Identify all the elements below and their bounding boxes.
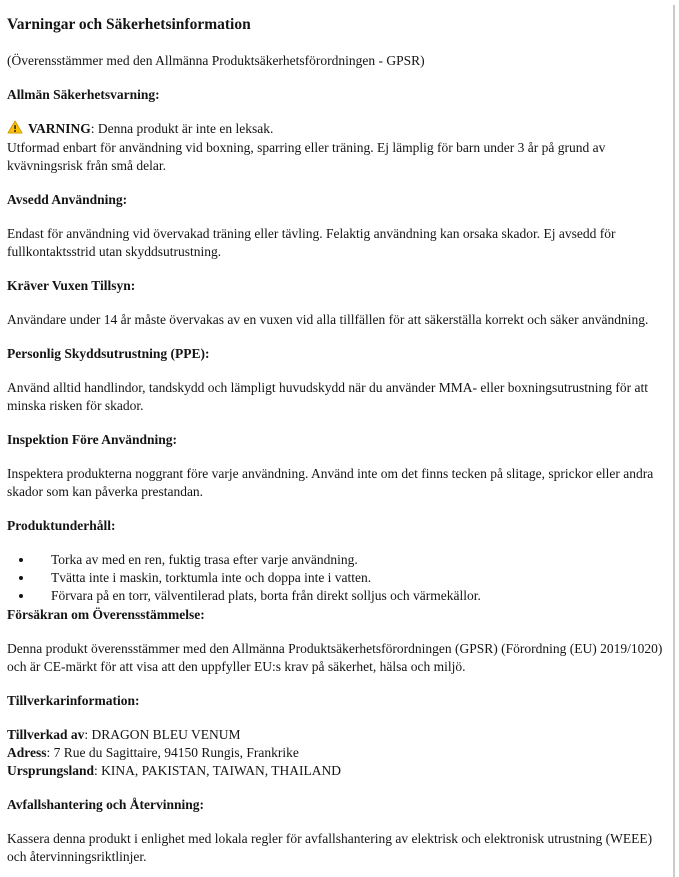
section-heading-conformity: Försäkran om Överensstämmelse: — [7, 607, 205, 622]
section-heading-general-warning: Allmän Säkerhetsvarning: — [7, 87, 160, 102]
warning-line — [7, 120, 663, 139]
inspection-body: Inspektera produkterna noggrant före varje användning. Använd inte om det finns tecken på slitage, sprickor eller andra skador som kan påverka prestandan. — [7, 466, 654, 499]
general-warning-body: Utformad enbart för användning vid boxning, sparring eller träning. Ej lämplig för barn under 3 år på grund av kvävningsrisk från små delar. — [7, 140, 606, 173]
page-title: Varningar och Säkerhetsinformation — [7, 16, 251, 33]
manufacturer-row — [7, 726, 663, 744]
manufacturer-row — [7, 744, 663, 762]
adult-supervision-body: Användare under 14 år måste övervakas av en vuxen vid alla tillfällen för att säkerställa korrekt och säker användning. — [7, 312, 649, 327]
warning-triangle-icon — [7, 120, 23, 139]
manufacturer-row — [7, 762, 663, 780]
section-heading-manufacturer: Tillverkarinformation: — [7, 693, 140, 708]
manufacturer-row-value: : KINA, PAKISTAN, TAIWAN, THAILAND — [94, 763, 342, 778]
manufacturer-row-label: Tillverkad av — [7, 727, 85, 742]
maintenance-bullet-item: • Förvara på en torr, välventilerad plats, borta från direkt solljus och värmekällor. — [34, 587, 663, 605]
section-heading-ppe: Personlig Skyddsutrustning (PPE): — [7, 346, 210, 361]
maintenance-bullet-list — [7, 551, 663, 605]
section-heading-adult-supervision: Kräver Vuxen Tillsyn: — [7, 278, 136, 293]
page-edge-divider — [673, 5, 675, 877]
conformity-body: Denna produkt överensstämmer med den Allmänna Produktsäkerhetsförordningen (GPSR) (Förordning (EU) 2019/1020) och är CE-märkt för att visa att den uppfyller EU:s krav på säkerhet, hälsa och miljö. — [7, 641, 663, 674]
maintenance-bullet-item: • Tvätta inte i maskin, torktumla inte och doppa inte i vatten. — [34, 569, 663, 587]
manufacturer-row-label: Adress — [7, 745, 47, 760]
ppe-body: Använd alltid handlindor, tandskydd och lämpligt huvudskydd när du använder MMA- eller boxningsutrustning för att minska risken för skador. — [7, 380, 648, 413]
intended-use-body: Endast för användning vid övervakad träning eller tävling. Felaktig användning kan orsaka skador. Ej avsedd för fullkontaktsstrid utan skyddsutrustning. — [7, 226, 616, 259]
section-heading-disposal: Avfallshantering och Återvinning: — [7, 797, 205, 812]
maintenance-bullet-item: • Torka av med en ren, fuktig trasa efter varje användning. — [34, 551, 663, 569]
disposal-body: Kassera denna produkt i enlighet med lokala regler för avfallshantering av elektrisk och elektronisk utrustning (WEEE) och återvinningsriktlinjer. — [7, 831, 653, 864]
manufacturer-info-block — [7, 726, 663, 780]
manufacturer-row-value: : 7 Rue du Sagittaire, 94150 Rungis, Frankrike — [46, 745, 299, 760]
warning-label: VARNING — [28, 121, 91, 136]
gpsr-compliance-subtitle: (Överensstämmer med den Allmänna Produktsäkerhetsförordningen - GPSR) — [7, 53, 425, 68]
section-heading-inspection: Inspektion Före Användning: — [7, 432, 178, 447]
warning-text: : Denna produkt är inte en leksak. — [90, 121, 274, 136]
section-heading-intended-use: Avsedd Användning: — [7, 192, 128, 207]
section-heading-maintenance: Produktunderhåll: — [7, 518, 116, 533]
manufacturer-row-label: Ursprungsland — [7, 763, 95, 778]
manufacturer-row-value: : DRAGON BLEU VENUM — [84, 727, 241, 742]
